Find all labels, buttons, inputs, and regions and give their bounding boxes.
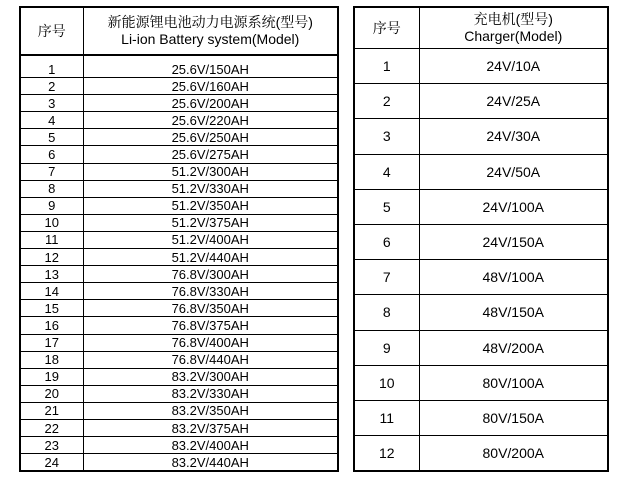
battery-row-index: 13	[20, 266, 83, 283]
battery-table-row	[20, 437, 338, 454]
battery-row-model: 51.2V/400AH	[83, 231, 338, 248]
charger-table-row	[354, 84, 608, 119]
battery-table-body	[20, 55, 338, 471]
battery-row-index: 5	[20, 129, 83, 146]
battery-row-index: 1	[20, 55, 83, 78]
battery-row-index: 22	[20, 419, 83, 436]
battery-row-index: 12	[20, 249, 83, 266]
battery-table-row	[20, 180, 338, 197]
battery-model-header-cn: 新能源锂电池动力电源系统(型号)	[107, 14, 313, 30]
charger-table-row	[354, 330, 608, 365]
charger-row-model: 48V/200A	[419, 330, 608, 365]
battery-table-row	[20, 283, 338, 300]
battery-row-index: 9	[20, 197, 83, 214]
battery-table-row	[20, 95, 338, 112]
charger-table-body	[354, 49, 608, 472]
battery-row-model: 83.2V/400AH	[83, 437, 338, 454]
charger-model-header-en: Charger(Model)	[464, 28, 563, 44]
battery-model-header-en: Li-ion Battery system(Model)	[121, 31, 300, 47]
battery-table-row	[20, 317, 338, 334]
charger-row-index: 6	[354, 224, 419, 259]
charger-row-model: 80V/100A	[419, 365, 608, 400]
battery-row-model: 76.8V/440AH	[83, 351, 338, 368]
charger-row-index: 8	[354, 295, 419, 330]
charger-model-header	[419, 7, 608, 49]
battery-row-model: 51.2V/440AH	[83, 249, 338, 266]
battery-model-header	[83, 7, 338, 55]
charger-row-model: 24V/25A	[419, 84, 608, 119]
battery-row-model: 25.6V/200AH	[83, 95, 338, 112]
battery-row-model: 51.2V/330AH	[83, 180, 338, 197]
battery-row-index: 16	[20, 317, 83, 334]
battery-table-row	[20, 419, 338, 436]
battery-table-row	[20, 249, 338, 266]
battery-table-row	[20, 266, 338, 283]
charger-row-model: 24V/150A	[419, 224, 608, 259]
charger-table-row	[354, 49, 608, 84]
battery-row-index: 18	[20, 351, 83, 368]
battery-table-row	[20, 129, 338, 146]
battery-row-model: 83.2V/440AH	[83, 454, 338, 472]
battery-row-model: 83.2V/350AH	[83, 402, 338, 419]
charger-row-index: 4	[354, 154, 419, 189]
battery-table-row	[20, 368, 338, 385]
battery-row-index: 17	[20, 334, 83, 351]
battery-row-index: 19	[20, 368, 83, 385]
battery-row-index: 8	[20, 180, 83, 197]
charger-row-model: 24V/10A	[419, 49, 608, 84]
battery-row-model: 76.8V/350AH	[83, 300, 338, 317]
charger-row-index: 7	[354, 260, 419, 295]
charger-row-model: 24V/50A	[419, 154, 608, 189]
battery-row-model: 83.2V/375AH	[83, 419, 338, 436]
battery-row-index: 24	[20, 454, 83, 472]
battery-index-header: 序号	[20, 7, 83, 55]
battery-table-row	[20, 454, 338, 472]
battery-row-index: 6	[20, 146, 83, 163]
battery-row-model: 25.6V/220AH	[83, 112, 338, 129]
battery-row-model: 76.8V/375AH	[83, 317, 338, 334]
battery-row-index: 4	[20, 112, 83, 129]
charger-table-header-row	[354, 7, 608, 49]
charger-table-row	[354, 260, 608, 295]
battery-row-index: 21	[20, 402, 83, 419]
battery-row-index: 10	[20, 214, 83, 231]
battery-table-row	[20, 163, 338, 180]
charger-row-index: 1	[354, 49, 419, 84]
charger-table-row	[354, 400, 608, 435]
charger-row-index: 3	[354, 119, 419, 154]
battery-table-row	[20, 300, 338, 317]
charger-table-row	[354, 224, 608, 259]
battery-model-table	[19, 6, 339, 472]
charger-model-header-cn: 充电机(型号)	[473, 11, 553, 27]
battery-row-index: 15	[20, 300, 83, 317]
charger-table-row	[354, 295, 608, 330]
charger-row-model: 48V/100A	[419, 260, 608, 295]
battery-row-index: 14	[20, 283, 83, 300]
battery-table-header-row	[20, 7, 338, 55]
battery-table-row	[20, 112, 338, 129]
battery-row-index: 23	[20, 437, 83, 454]
charger-row-index: 10	[354, 365, 419, 400]
battery-row-index: 2	[20, 78, 83, 95]
battery-row-model: 76.8V/330AH	[83, 283, 338, 300]
battery-row-index: 7	[20, 163, 83, 180]
charger-row-index: 9	[354, 330, 419, 365]
battery-table-row	[20, 231, 338, 248]
battery-table-row	[20, 351, 338, 368]
charger-table-row	[354, 436, 608, 472]
charger-row-model: 24V/100A	[419, 189, 608, 224]
battery-row-model: 51.2V/300AH	[83, 163, 338, 180]
charger-row-index: 12	[354, 436, 419, 472]
battery-table-row	[20, 334, 338, 351]
charger-table-row	[354, 365, 608, 400]
charger-row-model: 24V/30A	[419, 119, 608, 154]
battery-row-model: 25.6V/150AH	[83, 55, 338, 78]
battery-table-row	[20, 402, 338, 419]
battery-table-row	[20, 55, 338, 78]
charger-row-index: 11	[354, 400, 419, 435]
charger-table-row	[354, 189, 608, 224]
battery-table-row	[20, 385, 338, 402]
charger-table-row	[354, 119, 608, 154]
battery-row-model: 83.2V/300AH	[83, 368, 338, 385]
battery-row-model: 76.8V/300AH	[83, 266, 338, 283]
battery-row-model: 51.2V/350AH	[83, 197, 338, 214]
charger-row-model: 80V/150A	[419, 400, 608, 435]
battery-row-model: 51.2V/375AH	[83, 214, 338, 231]
charger-row-model: 80V/200A	[419, 436, 608, 472]
battery-row-model: 83.2V/330AH	[83, 385, 338, 402]
charger-index-header: 序号	[354, 7, 419, 49]
battery-row-index: 20	[20, 385, 83, 402]
battery-row-model: 76.8V/400AH	[83, 334, 338, 351]
battery-row-index: 11	[20, 231, 83, 248]
battery-row-model: 25.6V/160AH	[83, 78, 338, 95]
battery-table-row	[20, 197, 338, 214]
charger-row-index: 5	[354, 189, 419, 224]
battery-table-row	[20, 78, 338, 95]
battery-row-model: 25.6V/275AH	[83, 146, 338, 163]
charger-row-index: 2	[354, 84, 419, 119]
charger-table-row	[354, 154, 608, 189]
battery-row-model: 25.6V/250AH	[83, 129, 338, 146]
battery-table-row	[20, 214, 338, 231]
charger-row-model: 48V/150A	[419, 295, 608, 330]
battery-table-row	[20, 146, 338, 163]
charger-model-table	[353, 6, 609, 472]
battery-row-index: 3	[20, 95, 83, 112]
